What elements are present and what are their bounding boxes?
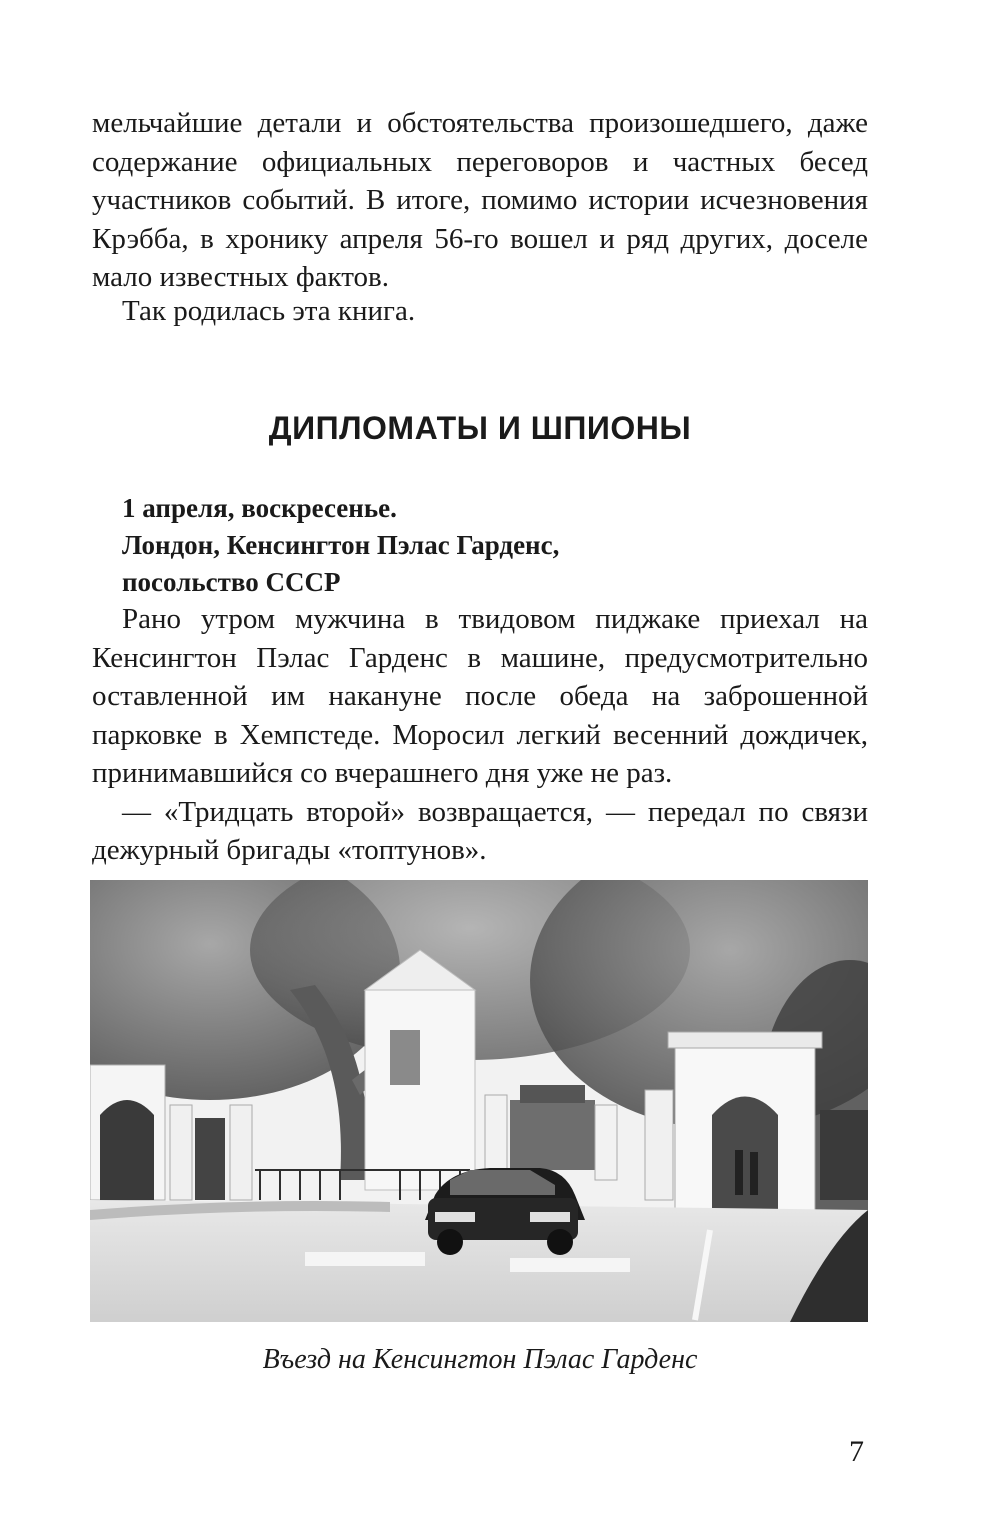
closing-text [92,292,868,331]
dateline-place: посольство СССР [122,567,341,597]
chapter-title: ДИПЛОМАТЫ И ШПИОНЫ [268,410,692,446]
dateline-location: Лондон, Кенсингтон Пэлас Гарденс, [122,530,560,560]
body-text [92,600,868,870]
photo-illustration [90,880,868,1322]
photo-embassy-entrance [90,880,868,1322]
intro-paragraph: мельчайшие детали и обстоятельства произошедшего, даже содержание официальных переговоров и частных бесед участников событий. В итоге, помимо истории исчезновения Крэбба, в хронику апреля 56-го вошел и ряд других, доселе мало известных фактов. [92,107,868,293]
photo-caption: Въезд на Кенсингтон Пэлас Гарденс [262,1344,698,1375]
dateline [122,490,559,601]
intro-text [92,104,868,297]
page-number: 7 [849,1435,864,1468]
body-paragraph: — «Тридцать второй» возвращается, — передал по связи дежурный бригады «топтунов». [92,795,868,866]
dateline-date: 1 апреля, воскресенье. [122,493,397,523]
closing-paragraph: Так родилась эта книга. [122,295,416,327]
body-paragraph: Рано утром мужчина в твидовом пиджаке приехал на Кенсингтон Пэлас Гарденс в машине, предусмотрительно оставленной им накануне после обеда на заброшенной парковке в Хемпстеде. Моросил легкий весенний дождичек, принимавшийся со вчерашнего дня уже не раз. [92,603,868,789]
